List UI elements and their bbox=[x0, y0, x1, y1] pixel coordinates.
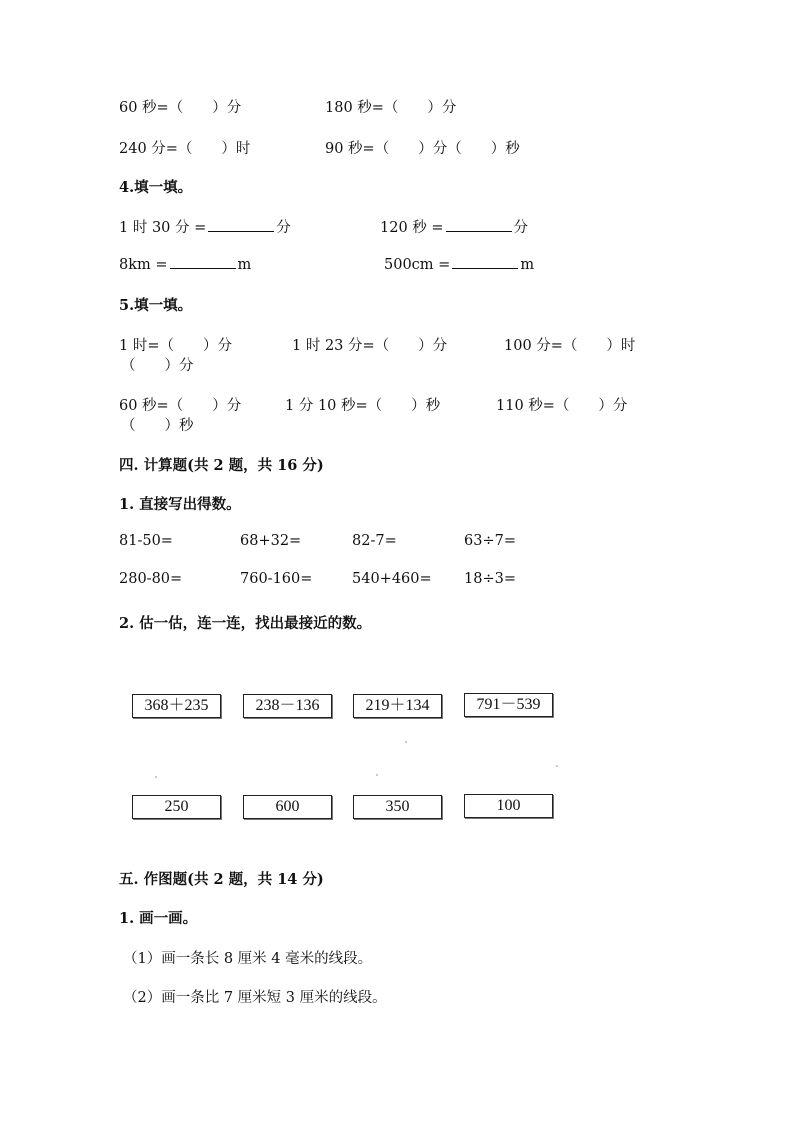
fill-item-unit: 分 bbox=[276, 220, 291, 236]
calc-item: 63÷7= bbox=[464, 533, 516, 549]
conversion-item: 60 秒=（ ）分 bbox=[119, 398, 242, 414]
answer-blank[interactable] bbox=[170, 256, 236, 269]
conversion-item: 1 分 10 秒=（ ）秒 bbox=[285, 398, 441, 414]
fill-item bbox=[119, 216, 291, 237]
calc-item: 760-160= bbox=[240, 571, 313, 587]
calc-item: 18÷3= bbox=[464, 571, 516, 587]
conversion-item: 240 分=（ ）时 bbox=[119, 141, 251, 157]
answer-blank[interactable] bbox=[446, 219, 512, 232]
calc-question-1-title: 1. 直接写出得数。 bbox=[119, 496, 241, 513]
conversion-item: 110 秒=（ ）分 bbox=[496, 398, 628, 414]
expression-box[interactable]: 368＋235 bbox=[132, 694, 221, 718]
section-4-title: 四. 计算题(共 2 题，共 16 分) bbox=[119, 457, 324, 474]
fill-item-unit: m bbox=[237, 257, 252, 273]
answer-blank[interactable] bbox=[208, 219, 274, 232]
draw-item: （2）画一条比 7 厘米短 3 厘米的线段。 bbox=[123, 990, 387, 1006]
conversion-item-wrap: （ ）秒 bbox=[121, 418, 194, 434]
calc-item: 81-50= bbox=[119, 533, 173, 549]
scan-speck bbox=[376, 774, 378, 776]
section-5-title: 五. 作图题(共 2 题，共 14 分) bbox=[119, 871, 324, 888]
conversion-item: 180 秒=（ ）分 bbox=[325, 100, 457, 116]
fill-item-unit: 分 bbox=[513, 220, 529, 236]
question-4-title: 4.填一填。 bbox=[119, 179, 193, 196]
fill-item bbox=[119, 256, 251, 273]
conversion-item: 1 时 23 分=（ ）分 bbox=[292, 338, 448, 354]
fill-item-left: 120 秒 = bbox=[380, 220, 444, 236]
expression-box[interactable]: 238－136 bbox=[243, 694, 332, 718]
calc-question-2-title: 2. 估一估，连一连，找出最接近的数。 bbox=[119, 615, 372, 632]
fill-item bbox=[380, 216, 528, 237]
calc-item: 82-7= bbox=[352, 533, 397, 549]
expression-box[interactable]: 791－539 bbox=[464, 693, 553, 717]
calc-item: 540+460= bbox=[352, 571, 432, 587]
draw-item: （1）画一条长 8 厘米 4 毫米的线段。 bbox=[123, 951, 373, 967]
fill-item-left: 500cm = bbox=[384, 257, 451, 273]
answer-box[interactable]: 250 bbox=[132, 795, 221, 819]
calc-item: 280-80= bbox=[119, 571, 183, 587]
draw-question-1-title: 1. 画一画。 bbox=[119, 910, 198, 927]
answer-blank[interactable] bbox=[452, 256, 518, 269]
conversion-item: 60 秒=（ ）分 bbox=[119, 100, 242, 116]
conversion-item-wrap: （ ）分 bbox=[121, 358, 194, 374]
conversion-item: 90 秒=（ ）分（ ）秒 bbox=[325, 141, 520, 157]
scan-speck bbox=[556, 765, 558, 767]
scan-speck bbox=[405, 741, 407, 743]
question-5-title: 5.填一填。 bbox=[119, 297, 193, 314]
answer-box[interactable]: 350 bbox=[353, 795, 442, 819]
conversion-item: 1 时=（ ）分 bbox=[119, 338, 232, 354]
conversion-item: 100 分=（ ）时 bbox=[504, 338, 636, 354]
expression-box[interactable]: 219＋134 bbox=[353, 694, 442, 718]
fill-item-left: 1 时 30 分 = bbox=[119, 220, 207, 236]
fill-item bbox=[384, 256, 534, 273]
fill-item-unit: m bbox=[520, 257, 535, 273]
calc-item: 68+32= bbox=[240, 533, 302, 549]
answer-box[interactable]: 600 bbox=[243, 795, 332, 819]
fill-item-left: 8km = bbox=[119, 257, 168, 273]
scan-speck bbox=[155, 776, 157, 778]
answer-box[interactable]: 100 bbox=[464, 794, 553, 818]
